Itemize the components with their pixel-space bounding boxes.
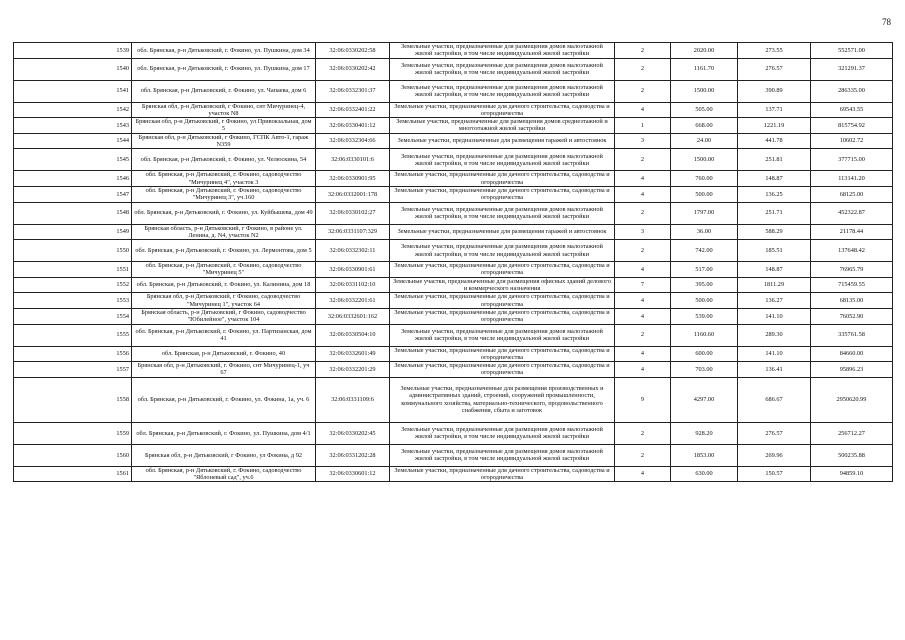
unit-value-cell: 269.96 — [738, 444, 811, 466]
cadastral-number-cell: 32:06:0330202:58 — [316, 43, 390, 59]
address-cell: обл. Брянская, р-н Дятьковский, г. Фокино, ул. Пушкина, дом 17 — [132, 58, 316, 80]
table-row — [14, 171, 893, 187]
group-cell: 4 — [615, 346, 671, 362]
cadastral-number-cell: 32:06:0332201:61 — [316, 293, 390, 309]
address-cell: Брянская обл, р-н Дятьковский, г Фокино, садоводчество "Мичуринец 1", участок 64 — [132, 293, 316, 309]
cadastral-value-cell: 452322.87 — [811, 202, 893, 224]
cadastral-number-cell: 32:06:0331107:329 — [316, 224, 390, 240]
unit-value-cell: 185.51 — [738, 240, 811, 262]
cadastral-value-cell: 2950620.99 — [811, 377, 893, 422]
table-row — [14, 149, 893, 171]
area-cell: 505.00 — [671, 102, 738, 118]
address-cell: обл. Брянская, р-н Дятьковский, г. Фокино, ул. Пушкина, дом 34 — [132, 43, 316, 59]
cadastral-number-cell: 32:06:0332302:11 — [316, 240, 390, 262]
area-cell: 742.00 — [671, 240, 738, 262]
unit-value-cell: 136.41 — [738, 362, 811, 378]
row-number-cell: 1553 — [14, 293, 132, 309]
unit-value-cell: 141.10 — [738, 308, 811, 324]
unit-value-cell: 1221.19 — [738, 118, 811, 134]
group-cell: 3 — [615, 133, 671, 149]
cadastral-number-cell: 32:06:0330202:42 — [316, 58, 390, 80]
cadastral-value-cell: 137648.42 — [811, 240, 893, 262]
unit-value-cell: 1811.29 — [738, 277, 811, 293]
land-use-cell: Земельные участки, предназначенные для дачного строительства, садоводства и огородничества — [390, 362, 615, 378]
address-cell: обл. Брянская, р-н Дятьковский, г. Фокино, ул. Чапаева, дом 6 — [132, 80, 316, 102]
address-cell: обл. Брянская, р-н Дятьковский, г. Фокино, садоводчество "Мичуринец 3", уч.160 — [132, 186, 316, 202]
cadastral-value-cell: 76052.90 — [811, 308, 893, 324]
cadastral-value-cell: 286335.00 — [811, 80, 893, 102]
area-cell: 1500.00 — [671, 149, 738, 171]
group-cell: 4 — [615, 262, 671, 278]
cadastral-number-cell: 32:06:0331202:28 — [316, 444, 390, 466]
cadastral-number-cell: 32:06:0330504:10 — [316, 324, 390, 346]
row-number-cell: 1560 — [14, 444, 132, 466]
area-cell: 1853.00 — [671, 444, 738, 466]
page-number: 78 — [882, 17, 891, 27]
land-use-cell: Земельные участки, предназначенные для дачного строительства, садоводства и огородничества — [390, 308, 615, 324]
table-row — [14, 277, 893, 293]
unit-value-cell: 148.87 — [738, 262, 811, 278]
unit-value-cell: 276.57 — [738, 422, 811, 444]
row-number-cell: 1548 — [14, 202, 132, 224]
row-number-cell: 1547 — [14, 186, 132, 202]
cadastral-value-cell: 10602.72 — [811, 133, 893, 149]
area-cell: 1797.00 — [671, 202, 738, 224]
table-row — [14, 43, 893, 59]
area-cell: 1160.60 — [671, 324, 738, 346]
cadastral-value-cell: 335761.58 — [811, 324, 893, 346]
group-cell: 7 — [615, 277, 671, 293]
area-cell: 500.00 — [671, 186, 738, 202]
address-cell: Брянская область, р-н Дятьковский, г Фокино, садоводчество "Юбилейное", участок 104 — [132, 308, 316, 324]
address-cell: обл. Брянская, р-н Дятьковский, г. Фокино, ул. Куйбышева, дом 49 — [132, 202, 316, 224]
group-cell: 2 — [615, 58, 671, 80]
cadastral-number-cell: 32:06:0332401:22 — [316, 102, 390, 118]
address-cell: обл. Брянская, р-н Дятьковский, г. Фокино, ул. Челюскина, 54 — [132, 149, 316, 171]
group-cell: 2 — [615, 422, 671, 444]
row-number-cell: 1556 — [14, 346, 132, 362]
area-cell: 630.00 — [671, 466, 738, 482]
address-cell: обл. Брянская, р-н Дятьковский, г. Фокино, ул. Лермонтова, дом 5 — [132, 240, 316, 262]
cadastral-number-cell: 32:06:0332304:66 — [316, 133, 390, 149]
cadastral-value-cell: 69543.55 — [811, 102, 893, 118]
unit-value-cell: 276.57 — [738, 58, 811, 80]
land-use-cell: Земельные участки, предназначенные для дачного строительства, садоводства и огородничества — [390, 262, 615, 278]
unit-value-cell: 251.71 — [738, 202, 811, 224]
cadastral-value-cell: 815754.92 — [811, 118, 893, 134]
row-number-cell: 1549 — [14, 224, 132, 240]
cadastral-value-cell: 76965.79 — [811, 262, 893, 278]
group-cell: 2 — [615, 202, 671, 224]
cadastral-number-cell: 32:06:0332201:29 — [316, 362, 390, 378]
land-use-cell: Земельные участки, предназначенные для размещения производственных и административных зданий, строений, сооружений промышленности, коммунального хозяйства, материально-технического, продовольственного снабжения, сбыта и заготовок — [390, 377, 615, 422]
address-cell: Брянская обл, р-н Дятьковский, г. Фокино, снт Мичуринец-1, уч 67 — [132, 362, 316, 378]
area-cell: 500.00 — [671, 293, 738, 309]
land-use-cell: Земельные участки, предназначенные для размещения домов малоэтажной жилой застройки, в том числе индивидуальной жилой застройки — [390, 43, 615, 59]
row-number-cell: 1541 — [14, 80, 132, 102]
cadastral-value-cell: 321291.37 — [811, 58, 893, 80]
group-cell: 4 — [615, 308, 671, 324]
table-row — [14, 308, 893, 324]
address-cell: обл. Брянская, р-н Дятьковский, г. Фокино, ул. Калинина, дом 18 — [132, 277, 316, 293]
cadastral-value-cell: 84660.00 — [811, 346, 893, 362]
land-use-cell: Земельные участки, предназначенные для дачного строительства, садоводства и огородничества — [390, 293, 615, 309]
area-cell: 668.00 — [671, 118, 738, 134]
address-cell: Брянская обл, р-н Дятьковский, г Фокино, ул Фокина, д 92 — [132, 444, 316, 466]
land-use-cell: Земельные участки, предназначенные для размещения гаражей и автостоянок — [390, 133, 615, 149]
table-row — [14, 444, 893, 466]
unit-value-cell: 273.55 — [738, 43, 811, 59]
area-cell: 703.00 — [671, 362, 738, 378]
table-row — [14, 80, 893, 102]
row-number-cell: 1544 — [14, 133, 132, 149]
address-cell: Брянская обл, р-н Дятьковский, г Фокино, ул Привокзальная, дом 5 — [132, 118, 316, 134]
row-number-cell: 1552 — [14, 277, 132, 293]
cadastral-number-cell: 32:06:0330101:6 — [316, 149, 390, 171]
area-cell: 2020.00 — [671, 43, 738, 59]
cadastral-value-cell: 552571.00 — [811, 43, 893, 59]
area-cell: 36.00 — [671, 224, 738, 240]
land-use-cell: Земельные участки, предназначенные для дачного строительства, садоводства и огородничества — [390, 466, 615, 482]
land-use-cell: Земельные участки, предназначенные для размещения домов малоэтажной жилой застройки, в том числе индивидуальной жилой застройки — [390, 422, 615, 444]
table-row — [14, 346, 893, 362]
cadastral-value-cell: 94859.10 — [811, 466, 893, 482]
row-number-cell: 1559 — [14, 422, 132, 444]
unit-value-cell: 686.67 — [738, 377, 811, 422]
table-row — [14, 293, 893, 309]
table-row — [14, 202, 893, 224]
cadastral-number-cell: 32:06:0330401:12 — [316, 118, 390, 134]
table-row — [14, 377, 893, 422]
table-row — [14, 224, 893, 240]
group-cell: 2 — [615, 444, 671, 466]
cadastral-value-cell: 715459.55 — [811, 277, 893, 293]
address-cell: обл. Брянская, р-н Дятьковский, г. Фокино, ул. Пушкина, дом 4/1 — [132, 422, 316, 444]
table-row — [14, 362, 893, 378]
table-row — [14, 133, 893, 149]
group-cell: 1 — [615, 118, 671, 134]
row-number-cell: 1561 — [14, 466, 132, 482]
unit-value-cell: 141.10 — [738, 346, 811, 362]
row-number-cell: 1542 — [14, 102, 132, 118]
area-cell: 395.00 — [671, 277, 738, 293]
group-cell: 4 — [615, 293, 671, 309]
area-cell: 760.00 — [671, 171, 738, 187]
table-row — [14, 262, 893, 278]
land-use-cell: Земельные участки, предназначенные для дачного строительства, садоводства и огородничества — [390, 186, 615, 202]
cadastral-number-cell: 32:06:0332601:49 — [316, 346, 390, 362]
land-use-cell: Земельные участки, предназначенные для размещения домов среднеэтажной и многоэтажной жилой застройки — [390, 118, 615, 134]
row-number-cell: 1557 — [14, 362, 132, 378]
table-row — [14, 422, 893, 444]
group-cell: 4 — [615, 102, 671, 118]
table-row — [14, 58, 893, 80]
land-use-cell: Земельные участки, предназначенные для дачного строительства, садоводства и огородничества — [390, 171, 615, 187]
address-cell: обл. Брянская, р-н Дятьковский, г. Фокино, 40 — [132, 346, 316, 362]
area-cell: 539.00 — [671, 308, 738, 324]
cadastral-value-cell: 21178.44 — [811, 224, 893, 240]
land-use-cell: Земельные участки, предназначенные для дачного строительства, садоводства и огородничества — [390, 102, 615, 118]
row-number-cell: 1539 — [14, 43, 132, 59]
unit-value-cell: 289.30 — [738, 324, 811, 346]
unit-value-cell: 441.78 — [738, 133, 811, 149]
row-number-cell: 1550 — [14, 240, 132, 262]
address-cell: Брянская обл, р-н Дятьковский, г Фокино, ГСПК Авто-1, гараж N359 — [132, 133, 316, 149]
table-row — [14, 466, 893, 482]
row-number-cell: 1546 — [14, 171, 132, 187]
cadastral-number-cell: 32:06:0331102:10 — [316, 277, 390, 293]
unit-value-cell: 588.29 — [738, 224, 811, 240]
table-row — [14, 240, 893, 262]
unit-value-cell: 136.25 — [738, 186, 811, 202]
group-cell: 3 — [615, 224, 671, 240]
row-number-cell: 1545 — [14, 149, 132, 171]
group-cell: 9 — [615, 377, 671, 422]
table-body — [14, 43, 893, 482]
group-cell: 2 — [615, 149, 671, 171]
cadastral-number-cell: 32:06:0330901:95 — [316, 171, 390, 187]
cadastral-value-cell: 377715.00 — [811, 149, 893, 171]
cadastral-number-cell: 32:06:0330202:45 — [316, 422, 390, 444]
address-cell: обл. Брянская, р-н Дятьковский, г. Фокино, садоводчество "Яблоневый сад", уч.6 — [132, 466, 316, 482]
group-cell: 2 — [615, 43, 671, 59]
unit-value-cell: 136.27 — [738, 293, 811, 309]
cadastral-value-cell: 113141.20 — [811, 171, 893, 187]
land-use-cell: Земельные участки, предназначенные для размещения домов малоэтажной жилой застройки, в том числе индивидуальной жилой застройки — [390, 58, 615, 80]
table-row — [14, 118, 893, 134]
row-number-cell: 1540 — [14, 58, 132, 80]
address-cell: Брянская область, р-н Дятьковский, г Фокино, в районе ул. Ленина, д. N4, участок N2 — [132, 224, 316, 240]
land-use-cell: Земельные участки, предназначенные для дачного строительства, садоводства и огородничества — [390, 346, 615, 362]
group-cell: 4 — [615, 171, 671, 187]
cadastral-number-cell: 32:06:0332001:178 — [316, 186, 390, 202]
group-cell: 4 — [615, 362, 671, 378]
address-cell: обл. Брянская, р-н Дятьковский, г. Фокино, садоводчество "Мичуринец 5" — [132, 262, 316, 278]
area-cell: 517.00 — [671, 262, 738, 278]
row-number-cell: 1543 — [14, 118, 132, 134]
cadastral-number-cell: 32:06:0332301:37 — [316, 80, 390, 102]
land-use-cell: Земельные участки, предназначенные для размещения домов малоэтажной жилой застройки, в том числе индивидуальной жилой застройки — [390, 149, 615, 171]
unit-value-cell: 251.81 — [738, 149, 811, 171]
group-cell: 2 — [615, 240, 671, 262]
address-cell: обл. Брянская, р-н Дятьковский, г. Фокино, ул. Фокина, 1а, уч. 6 — [132, 377, 316, 422]
address-cell: Брянская обл, р-н Дятьковский, г Фокино, снт Мичуринец-4, участок N8 — [132, 102, 316, 118]
land-use-cell: Земельные участки, предназначенные для размещения офисных зданий делового и коммерческого назначения — [390, 277, 615, 293]
land-use-cell: Земельные участки, предназначенные для размещения домов малоэтажной жилой застройки, в том числе индивидуальной жилой застройки — [390, 240, 615, 262]
row-number-cell: 1554 — [14, 308, 132, 324]
unit-value-cell: 390.89 — [738, 80, 811, 102]
land-valuation-table — [13, 42, 893, 482]
cadastral-number-cell: 32:06:0331109:6 — [316, 377, 390, 422]
unit-value-cell: 137.71 — [738, 102, 811, 118]
area-cell: 600.00 — [671, 346, 738, 362]
group-cell: 4 — [615, 466, 671, 482]
cadastral-value-cell: 68135.00 — [811, 293, 893, 309]
cadastral-value-cell: 95896.23 — [811, 362, 893, 378]
row-number-cell: 1558 — [14, 377, 132, 422]
table-row — [14, 102, 893, 118]
area-cell: 4297.00 — [671, 377, 738, 422]
row-number-cell: 1555 — [14, 324, 132, 346]
area-cell: 24.00 — [671, 133, 738, 149]
unit-value-cell: 148.87 — [738, 171, 811, 187]
address-cell: обл. Брянская, р-н Дятьковский, г. Фокино, ул. Партизанская, дом 41 — [132, 324, 316, 346]
cadastral-number-cell: 32:06:0330102:27 — [316, 202, 390, 224]
unit-value-cell: 150.57 — [738, 466, 811, 482]
cadastral-value-cell: 256712.27 — [811, 422, 893, 444]
cadastral-value-cell: 500235.88 — [811, 444, 893, 466]
row-number-cell: 1551 — [14, 262, 132, 278]
land-use-cell: Земельные участки, предназначенные для размещения гаражей и автостоянок — [390, 224, 615, 240]
land-use-cell: Земельные участки, предназначенные для размещения домов малоэтажной жилой застройки, в том числе индивидуальной жилой застройки — [390, 444, 615, 466]
land-use-cell: Земельные участки, предназначенные для размещения домов малоэтажной жилой застройки, в том числе индивидуальной жилой застройки — [390, 202, 615, 224]
land-use-cell: Земельные участки, предназначенные для размещения домов малоэтажной жилой застройки, в том числе индивидуальной жилой застройки — [390, 80, 615, 102]
table-row — [14, 186, 893, 202]
group-cell: 2 — [615, 80, 671, 102]
cadastral-number-cell: 32:06:0330901:61 — [316, 262, 390, 278]
group-cell: 4 — [615, 186, 671, 202]
area-cell: 1161.70 — [671, 58, 738, 80]
area-cell: 928.20 — [671, 422, 738, 444]
area-cell: 1500.00 — [671, 80, 738, 102]
cadastral-number-cell: 32:06:0332601:162 — [316, 308, 390, 324]
address-cell: обл. Брянская, р-н Дятьковский, г. Фокино, садоводчество "Мичуринец 4", участок 3 — [132, 171, 316, 187]
table-row — [14, 324, 893, 346]
cadastral-number-cell: 32:06:0330601:12 — [316, 466, 390, 482]
cadastral-value-cell: 68125.00 — [811, 186, 893, 202]
land-use-cell: Земельные участки, предназначенные для размещения домов малоэтажной жилой застройки, в том числе индивидуальной жилой застройки — [390, 324, 615, 346]
group-cell: 2 — [615, 324, 671, 346]
